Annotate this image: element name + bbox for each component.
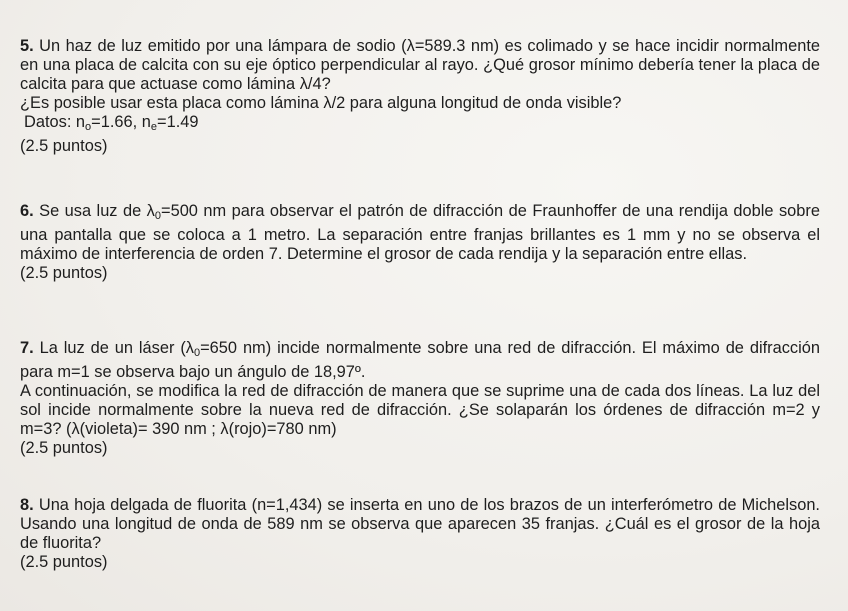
problem-number: 6. — [20, 202, 34, 220]
problem-8-points: (2.5 puntos) — [20, 553, 108, 571]
problem-number: 8. — [20, 496, 34, 514]
problem-7-continuation: A continuación, se modifica la red de difracción de manera que se suprime una de cada dos líneas. La luz del sol incide normalmente sobre la nueva red de difracción. ¿Se solaparán los órdenes de difracción m=2 y m=3? (λ(violeta)= 390 nm ; λ(rojo)=780 nm) — [20, 382, 820, 438]
problem-8 — [20, 496, 820, 572]
problem-6-points: (2.5 puntos) — [20, 264, 108, 282]
problem-5-points: (2.5 puntos) — [20, 137, 108, 155]
problem-7 — [20, 339, 820, 458]
problem-8-statement: 8. Una hoja delgada de fluorita (n=1,434) se inserta en uno de los brazos de un interferómetro de Michelson. Usando una longitud de onda de 589 nm se observa que aparecen 35 franjas. ¿Cuál es el grosor de la hoja de fluorita? — [20, 496, 820, 552]
problem-5-question: ¿Es posible usar esta placa como lámina λ/2 para alguna longitud de onda visible? — [20, 94, 622, 112]
problem-5-datos: Datos: $n_o=1.66$, $n_e=1.49$ — [24, 113, 199, 133]
problem-6-statement: 6. Se usa luz de $\lambda_0=500$ nm para observar el patrón de difracción de Fraunhoffer de una rendija doble sobre una pantalla que se coloca a 1 metro. La separación entre franjas brillantes es 1 mm y no se observa el máximo de interferencia de orden 7. Determine el grosor de cada rendija y la separación entre ellas. — [20, 202, 820, 263]
problem-7-points: (2.5 puntos) — [20, 439, 108, 457]
problem-text: Un haz de luz emitido por una lámpara de sodio (λ=589.3 nm) es colimado y se hace incidir normalmente en una placa de calcita con su eje óptico perpendicular al rayo. ¿Qué grosor mínimo debería tener la placa de calcita para que actuase como lámina λ/4? — [20, 37, 820, 93]
problem-number: 5. — [20, 37, 34, 55]
problem-5-statement — [20, 37, 820, 94]
problem-6 — [20, 202, 820, 283]
problem-7-statement: 7. La luz de un láser ($\lambda_0=650$ nm) incide normalmente sobre una red de difracción. El máximo de difracción para m=1 se observa bajo un ángulo de 18,97º. — [20, 339, 820, 381]
problem-5 — [20, 37, 820, 156]
problem-number: 7. — [20, 339, 34, 357]
